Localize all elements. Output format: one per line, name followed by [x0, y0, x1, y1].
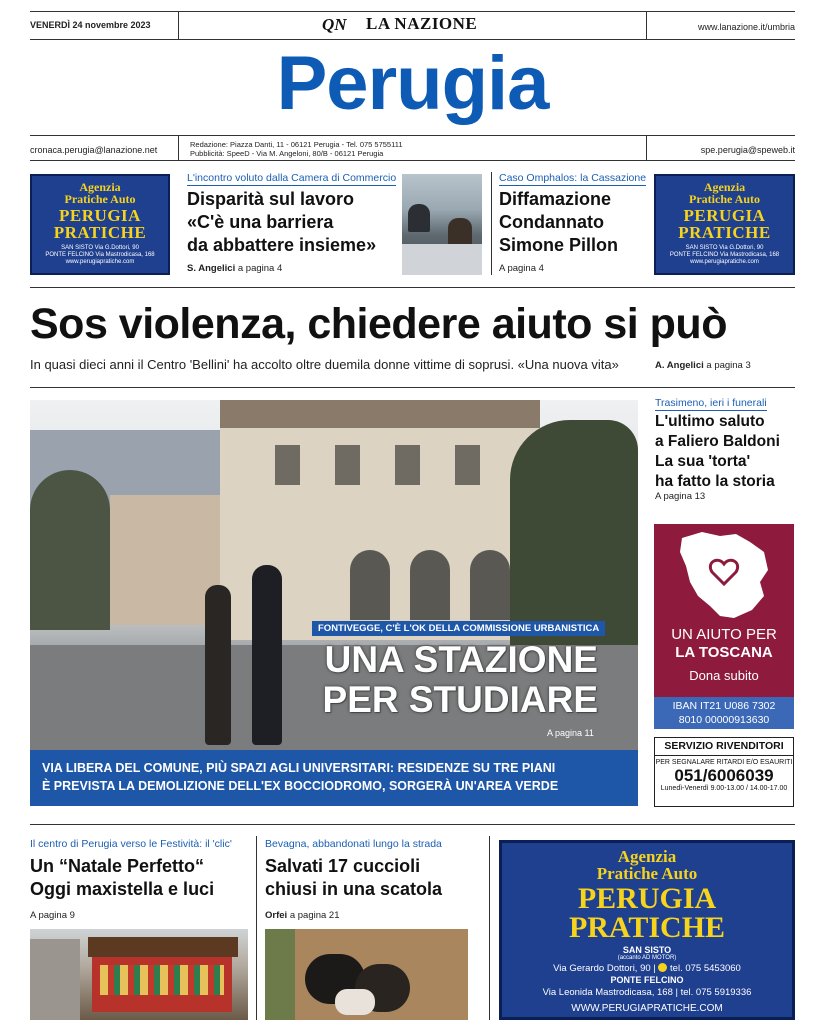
perugia-pratiche-ad-big[interactable]: [499, 840, 795, 1020]
cuccioli-headline[interactable]: [265, 855, 442, 901]
author: Orfei: [265, 910, 288, 921]
spe-email[interactable]: spe.perugia@speweb.it: [700, 145, 795, 155]
caption-line: VIA LIBERA DEL COMUNE, PIÙ SPAZI AGLI UNIVERSITARI: RESIDENZE SU TRE PIANI: [42, 761, 556, 775]
headline-line: Disparità sul lavoro: [187, 189, 355, 209]
trasimeno-page-ref: A pagina 13: [655, 491, 706, 502]
ad-address1: SAN SISTO Via G.Dottori, 90: [685, 245, 764, 251]
divider: [646, 135, 647, 160]
toscana-donate: Dona subito: [689, 668, 759, 683]
ad-ponte-felcino: PONTE FELCINO: [610, 975, 684, 985]
ad-address1: [502, 962, 792, 975]
lead-credit: [655, 360, 751, 371]
person-shape: [408, 204, 430, 232]
trasimeno-headline[interactable]: [655, 412, 780, 492]
headline-line: Condannato: [499, 212, 604, 232]
top-story-headline[interactable]: [187, 188, 376, 257]
ad-perugia: PERUGIA: [577, 882, 717, 915]
stall-goods: [100, 965, 224, 995]
whatsapp-icon: [658, 963, 667, 972]
photo-tag: FONTIVEGGE, C'È L'OK DELLA COMMISSIONE URBANISTICA: [312, 621, 605, 636]
iban-line: IBAN IT21 U086 7302: [672, 700, 776, 712]
station-roof: [220, 400, 540, 428]
headline-line: a Faliero Baldoni: [655, 433, 780, 450]
headline-line: da abbattere insieme»: [187, 235, 377, 255]
author: S. Angelici: [187, 263, 236, 274]
ad-accanto: (accanto AD MOTOR): [617, 955, 677, 961]
natale-headline[interactable]: [30, 855, 214, 901]
ad-agenzia: Agenzia: [79, 180, 121, 194]
page-ref: a pagina 21: [289, 910, 340, 921]
divider: [491, 172, 492, 275]
top-story-kicker: L'incontro voluto dalla Camera di Commercio: [187, 172, 397, 184]
ad-agenzia: Agenzia: [703, 180, 746, 194]
author: A. Angelici: [655, 360, 704, 371]
city-title: Perugia: [276, 41, 549, 126]
ad-pratiche-auto: Pratiche Auto: [689, 192, 760, 206]
top-story-credit: [187, 263, 282, 274]
editorial-email[interactable]: cronaca.perugia@lanazione.net: [30, 145, 158, 155]
ad-pratiche-auto: Pratiche Auto: [596, 864, 698, 883]
top-rule: [30, 11, 795, 12]
ad-pratiche: PRATICHE: [568, 911, 726, 944]
omphalos-headline[interactable]: [499, 188, 618, 257]
divider: [646, 11, 647, 39]
rule: [30, 287, 795, 288]
perugia-pratiche-ad-left[interactable]: [30, 174, 170, 275]
headline-line: Simone Pillon: [499, 235, 619, 255]
ad-phone: tel. 075 5453060: [670, 963, 741, 974]
pedestrian: [205, 585, 231, 745]
ad-pratiche: PRATICHE: [53, 223, 147, 242]
puppy-shape: [335, 989, 375, 1015]
christmas-market-photo: [30, 929, 248, 1020]
perugia-pratiche-ad-right[interactable]: [654, 174, 795, 275]
cuccioli-kicker: Bevagna, abbandonati lungo la strada: [265, 838, 442, 850]
arch: [410, 550, 450, 620]
office-info: [190, 140, 403, 158]
divider: [489, 836, 490, 1020]
ad-website: WWW.PERUGIAPRATICHE.COM: [571, 1003, 723, 1014]
ad-address2: PONTE FELCINO Via Mastrodicasa, 168: [45, 252, 155, 258]
natale-page-ref: A pagina 9: [30, 910, 75, 921]
window: [395, 445, 420, 485]
headline-line: Salvati 17 cuccioli: [265, 856, 421, 876]
headline-line: La sua 'torta': [655, 453, 751, 470]
arch: [470, 550, 510, 620]
paper-name: LA NAZIONE: [366, 14, 478, 33]
window: [275, 445, 300, 485]
headline-line: «C'è una barriera: [187, 212, 334, 232]
toscana-iban: [654, 697, 794, 729]
omphalos-kicker: Caso Omphalos: la Cassazione: [499, 172, 647, 184]
cuccioli-credit: [265, 910, 340, 921]
trasimeno-kicker: Trasimeno, ieri i funerali: [655, 397, 767, 409]
ad-pratiche: PRATICHE: [678, 223, 771, 242]
rivenditori-desc: PER SEGNALARE RITARDI E/O ESAURITI: [655, 759, 793, 766]
toscana-line1: UN AIUTO PER: [671, 626, 777, 643]
toscana-line2: LA TOSCANA: [675, 644, 773, 661]
ad-street: Via Gerardo Dottori, 90 |: [553, 963, 656, 974]
grass-shape: [265, 929, 295, 1020]
photo-caption: [30, 750, 638, 806]
natale-kicker: Il centro di Perugia verso le Festività: il 'clic': [30, 838, 232, 850]
puppies-photo: [265, 929, 468, 1020]
tree: [30, 470, 110, 630]
arch: [350, 550, 390, 620]
office-photo: [402, 174, 482, 275]
headline-line: L'ultimo saluto: [655, 413, 765, 430]
ad-website: www.perugiapratiche.com: [65, 259, 135, 265]
ad-san-sisto: SAN SISTO: [622, 945, 672, 955]
headline-line: Diffamazione: [499, 189, 612, 209]
rivenditori-title: SERVIZIO RIVENDITORI: [655, 738, 793, 756]
ad-agenzia: Agenzia: [617, 847, 677, 866]
page-ref: a pagina 4: [237, 263, 283, 274]
redazione-line: Redazione: Piazza Danti, 11 - 06121 Perugia - Tel. 075 5755111: [190, 140, 403, 149]
iban-line: 8010 00000913630: [678, 714, 770, 726]
window: [335, 445, 360, 485]
building-shape: [30, 939, 80, 1020]
pubblicita-line: Pubblicità: SpeeD - Via M. Angeloni, 80/B - 06121 Perugia: [190, 149, 384, 158]
title-line: PER STUDIARE: [322, 679, 598, 720]
rivenditori-box: [654, 737, 794, 807]
headline-line: Oggi maxistella e luci: [30, 879, 215, 899]
ad-address2: PONTE FELCINO Via Mastrodicasa, 168: [669, 252, 780, 258]
toscana-ad[interactable]: [654, 524, 794, 697]
window: [455, 445, 480, 485]
lead-headline[interactable]: Sos violenza, chiedere aiuto si può: [30, 300, 727, 348]
page-ref: a pagina 3: [706, 360, 751, 371]
rule: [30, 824, 795, 825]
divider: [178, 11, 179, 39]
headline-line: ha fatto la storia: [655, 473, 775, 490]
ad-address2: Via Leonida Mastrodicasa, 168 | tel. 075 5919336: [542, 987, 752, 998]
desk-shape: [402, 244, 482, 275]
ad-perugia: PERUGIA: [683, 206, 766, 225]
rivenditori-phone[interactable]: 051/6006039: [674, 766, 774, 785]
title-line: UNA STAZIONE: [324, 639, 598, 680]
photo-title[interactable]: [276, 640, 598, 720]
rule: [30, 160, 795, 161]
ad-address1: SAN SISTO Via G.Dottori, 90: [61, 245, 139, 251]
headline-line: chiusi in una scatola: [265, 879, 443, 899]
divider: [178, 135, 179, 160]
caption-line: È PREVISTA LA DEMOLIZIONE DELL'EX BOCCIODROMO, SORGERÀ UN'AREA VERDE: [42, 779, 559, 793]
issue-date: VENERDÌ 24 novembre 2023: [30, 20, 151, 30]
ad-pratiche-auto: Pratiche Auto: [64, 192, 136, 206]
ad-website: www.perugiapratiche.com: [690, 259, 759, 265]
rule: [30, 135, 795, 136]
headline-line: Un “Natale Perfetto“: [30, 856, 205, 876]
qn-logo: QN: [322, 15, 347, 34]
rivenditori-hours: Lunedì-Venerdì 9.00-13.00 / 14.00-17.00: [660, 785, 788, 792]
ad-perugia: PERUGIA: [59, 206, 141, 225]
stall-roof: [88, 937, 238, 957]
omphalos-page-ref: A pagina 4: [499, 263, 544, 274]
photo-page-ref: A pagina 11: [547, 728, 594, 738]
paper-url[interactable]: www.lanazione.it/umbria: [697, 22, 795, 32]
rule: [30, 387, 795, 388]
lead-deck: In quasi dieci anni il Centro 'Bellini' ha accolto oltre duemila donne vittime di soprusi. «Una nuova vita»: [30, 357, 619, 372]
tuscany-map-icon: [676, 530, 772, 622]
divider: [256, 836, 257, 1020]
